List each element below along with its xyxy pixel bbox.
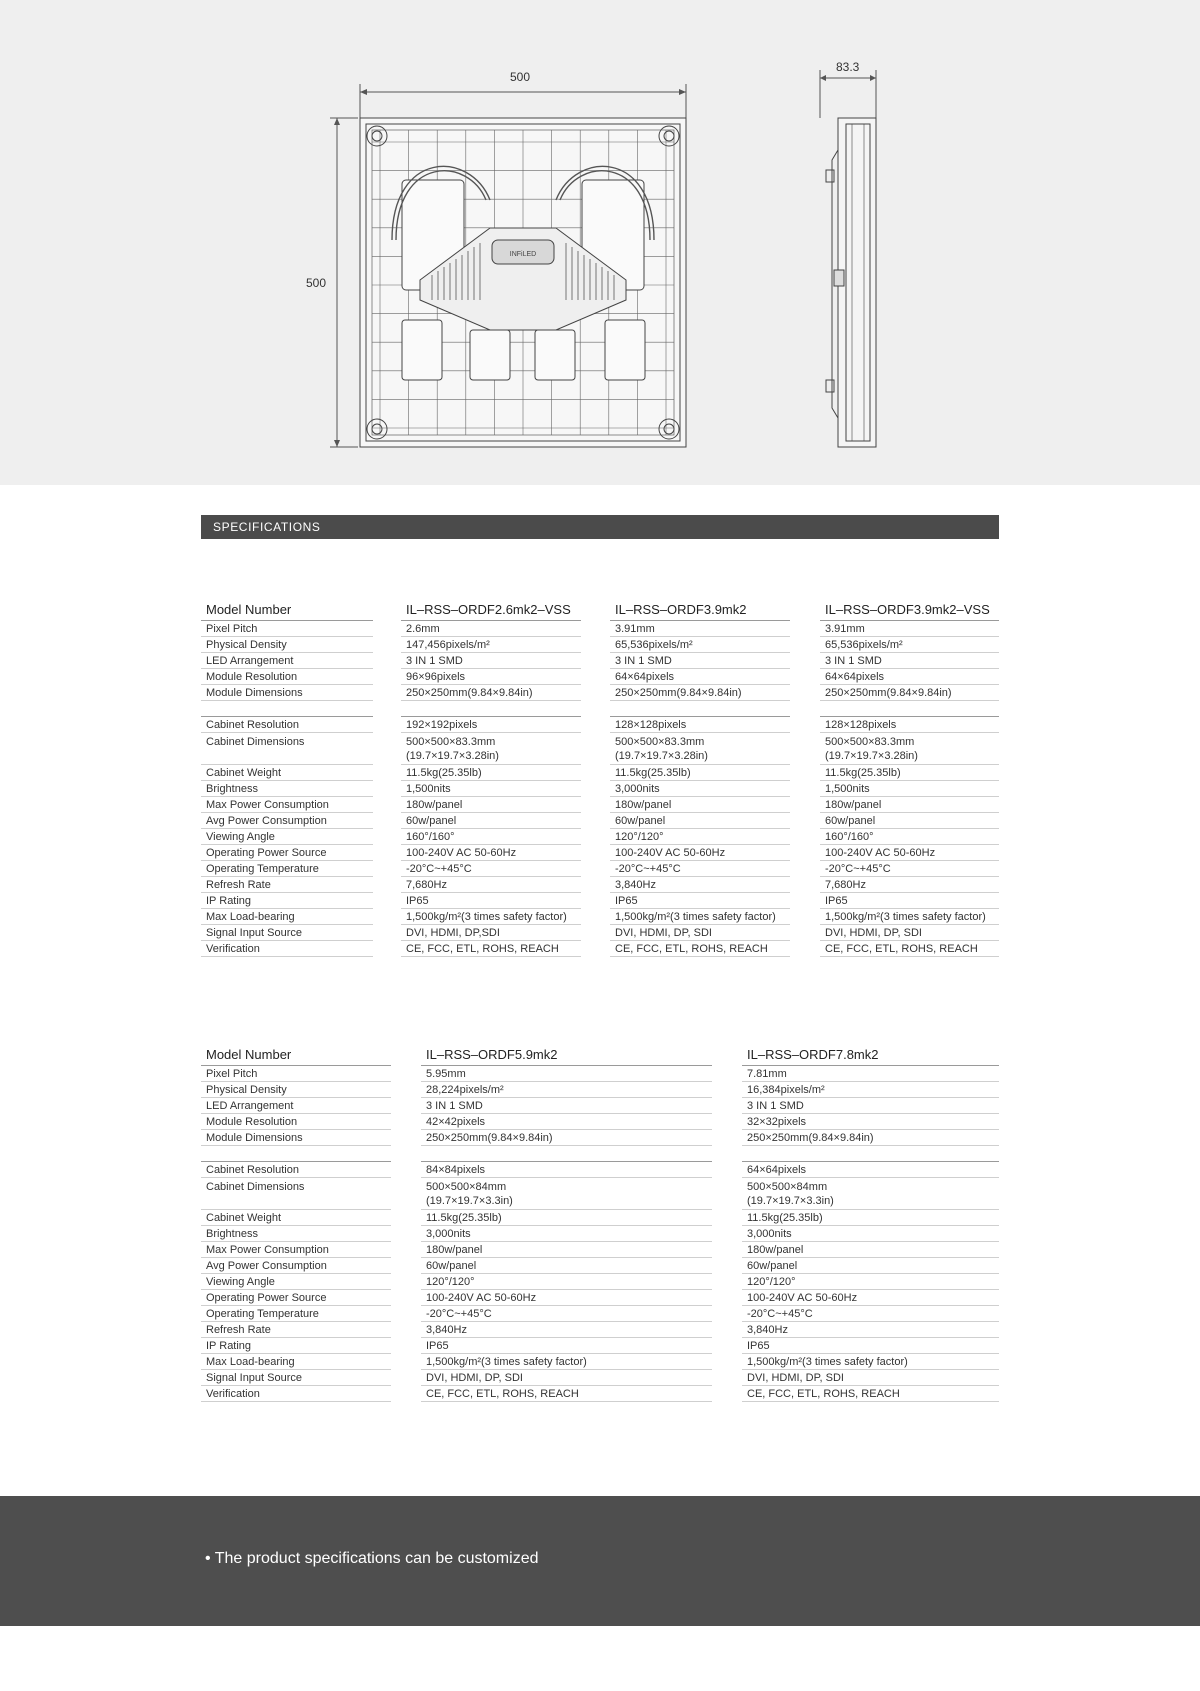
- width-dimension-label: 500: [510, 70, 531, 84]
- spec-value: 1,500kg/m²(3 times safety factor): [401, 909, 581, 925]
- row-label: Module Dimensions: [201, 1130, 391, 1146]
- row-label: IP Rating: [201, 1338, 391, 1354]
- spec-value: 500×500×83.3mm (19.7×19.7×3.28in): [820, 733, 999, 765]
- model-column: [421, 1044, 712, 1402]
- spec-value: 180w/panel: [421, 1242, 712, 1258]
- spec-value: 16,384pixels/m²: [742, 1082, 999, 1098]
- row-label: Module Resolution: [201, 1114, 391, 1130]
- row-label: Pixel Pitch: [201, 621, 373, 637]
- spec-value: DVI, HDMI, DP, SDI: [820, 925, 999, 941]
- row-label: Operating Power Source: [201, 1290, 391, 1306]
- spec-value: 3,840Hz: [421, 1322, 712, 1338]
- row-label: Cabinet Resolution: [201, 1162, 391, 1178]
- row-label: Physical Density: [201, 1082, 391, 1098]
- spec-value: 250×250mm(9.84×9.84in): [820, 685, 999, 701]
- spec-value: 5.95mm: [421, 1066, 712, 1082]
- row-label: Verification: [201, 1386, 391, 1402]
- spec-value: 120°/120°: [742, 1274, 999, 1290]
- depth-dimension-label: 83.3: [836, 60, 860, 74]
- row-label: Signal Input Source: [201, 1370, 391, 1386]
- row-label-column: [201, 1044, 391, 1402]
- spec-value: DVI, HDMI, DP,SDI: [401, 925, 581, 941]
- spec-value: DVI, HDMI, DP, SDI: [610, 925, 790, 941]
- spec-value: 3.91mm: [610, 621, 790, 637]
- spec-value: 3 IN 1 SMD: [421, 1098, 712, 1114]
- technical-drawing-area: [0, 0, 1200, 485]
- spec-value: IP65: [610, 893, 790, 909]
- row-label: Module Resolution: [201, 669, 373, 685]
- spec-value: 250×250mm(9.84×9.84in): [401, 685, 581, 701]
- spec-value: 3.91mm: [820, 621, 999, 637]
- spec-value: 32×32pixels: [742, 1114, 999, 1130]
- spec-value: 84×84pixels: [421, 1162, 712, 1178]
- spec-value: 2.6mm: [401, 621, 581, 637]
- model-column: [820, 599, 999, 957]
- spec-value: 60w/panel: [610, 813, 790, 829]
- row-label: Cabinet Weight: [201, 765, 373, 781]
- spec-value: [610, 701, 790, 717]
- row-label: Refresh Rate: [201, 877, 373, 893]
- spec-value: 64×64pixels: [820, 669, 999, 685]
- spec-value: 1,500kg/m²(3 times safety factor): [742, 1354, 999, 1370]
- spec-table-1: [201, 599, 999, 957]
- spec-value: 64×64pixels: [742, 1162, 999, 1178]
- spec-value: 28,224pixels/m²: [421, 1082, 712, 1098]
- spec-value: 3 IN 1 SMD: [820, 653, 999, 669]
- spec-value: 180w/panel: [820, 797, 999, 813]
- spec-value: DVI, HDMI, DP, SDI: [742, 1370, 999, 1386]
- spec-value: CE, FCC, ETL, ROHS, REACH: [421, 1386, 712, 1402]
- spec-value: 3 IN 1 SMD: [610, 653, 790, 669]
- spec-value: 3,840Hz: [742, 1322, 999, 1338]
- spec-value: 3,000nits: [421, 1226, 712, 1242]
- row-label: Operating Temperature: [201, 861, 373, 877]
- spec-value: -20°C~+45°C: [610, 861, 790, 877]
- spec-value: 11.5kg(25.35lb): [401, 765, 581, 781]
- model-name: IL–RSS–ORDF3.9mk2–VSS: [820, 599, 999, 621]
- row-label: Avg Power Consumption: [201, 813, 373, 829]
- row-label: IP Rating: [201, 893, 373, 909]
- spec-value: 100-240V AC 50-60Hz: [820, 845, 999, 861]
- row-label: Max Power Consumption: [201, 797, 373, 813]
- spec-value: 65,536pixels/m²: [610, 637, 790, 653]
- logo-text: INFiLED: [509, 251, 537, 258]
- spec-value: CE, FCC, ETL, ROHS, REACH: [742, 1386, 999, 1402]
- spec-value: 500×500×83.3mm (19.7×19.7×3.28in): [610, 733, 790, 765]
- spec-value: 192×192pixels: [401, 717, 581, 733]
- spec-value: DVI, HDMI, DP, SDI: [421, 1370, 712, 1386]
- row-label: LED Arrangement: [201, 1098, 391, 1114]
- spec-value: 60w/panel: [742, 1258, 999, 1274]
- spec-value: 128×128pixels: [610, 717, 790, 733]
- spec-value: 3,000nits: [742, 1226, 999, 1242]
- spec-value: 11.5kg(25.35lb): [421, 1210, 712, 1226]
- spec-value: 120°/120°: [610, 829, 790, 845]
- spec-value: 250×250mm(9.84×9.84in): [421, 1130, 712, 1146]
- row-label: Signal Input Source: [201, 925, 373, 941]
- spec-value: 3 IN 1 SMD: [742, 1098, 999, 1114]
- spec-value: 160°/160°: [401, 829, 581, 845]
- spec-value: 128×128pixels: [820, 717, 999, 733]
- row-label: Module Dimensions: [201, 685, 373, 701]
- spec-value: [820, 701, 999, 717]
- row-label: Cabinet Dimensions: [201, 733, 373, 765]
- row-label: Verification: [201, 941, 373, 957]
- spec-value: [421, 1146, 712, 1162]
- model-name: IL–RSS–ORDF2.6mk2–VSS: [401, 599, 581, 621]
- row-label: Max Power Consumption: [201, 1242, 391, 1258]
- spec-value: [742, 1146, 999, 1162]
- row-label: Max Load-bearing: [201, 909, 373, 925]
- spec-value: IP65: [421, 1338, 712, 1354]
- row-label: LED Arrangement: [201, 653, 373, 669]
- row-label: Pixel Pitch: [201, 1066, 391, 1082]
- height-dimension-label: 500: [306, 276, 327, 290]
- model-column: [401, 599, 581, 957]
- spec-value: 65,536pixels/m²: [820, 637, 999, 653]
- spec-value: 60w/panel: [401, 813, 581, 829]
- spec-value: IP65: [401, 893, 581, 909]
- row-label: Physical Density: [201, 637, 373, 653]
- spec-value: 100-240V AC 50-60Hz: [610, 845, 790, 861]
- spec-value: 1,500nits: [820, 781, 999, 797]
- model-column: [610, 599, 790, 957]
- spec-value: 147,456pixels/m²: [401, 637, 581, 653]
- spec-value: 120°/120°: [421, 1274, 712, 1290]
- spec-value: 11.5kg(25.35lb): [610, 765, 790, 781]
- spec-value: 42×42pixels: [421, 1114, 712, 1130]
- row-label: [201, 1146, 391, 1162]
- spec-value: 1,500nits: [401, 781, 581, 797]
- spec-value: 250×250mm(9.84×9.84in): [742, 1130, 999, 1146]
- spec-value: 7,680Hz: [401, 877, 581, 893]
- spec-value: 7.81mm: [742, 1066, 999, 1082]
- spec-value: 60w/panel: [820, 813, 999, 829]
- row-label: Viewing Angle: [201, 829, 373, 845]
- spec-value: 250×250mm(9.84×9.84in): [610, 685, 790, 701]
- spec-value: 1,500kg/m²(3 times safety factor): [820, 909, 999, 925]
- spec-value: 11.5kg(25.35lb): [742, 1210, 999, 1226]
- model-name: IL–RSS–ORDF5.9mk2: [421, 1044, 712, 1066]
- side-view: [826, 118, 876, 447]
- model-name: IL–RSS–ORDF7.8mk2: [742, 1044, 999, 1066]
- row-label: Cabinet Weight: [201, 1210, 391, 1226]
- spec-value: 500×500×83.3mm (19.7×19.7×3.28in): [401, 733, 581, 765]
- spec-value: [401, 701, 581, 717]
- spec-value: 60w/panel: [421, 1258, 712, 1274]
- spec-value: 96×96pixels: [401, 669, 581, 685]
- row-label: [201, 701, 373, 717]
- spec-value: IP65: [742, 1338, 999, 1354]
- spec-value: 100-240V AC 50-60Hz: [742, 1290, 999, 1306]
- spec-value: -20°C~+45°C: [742, 1306, 999, 1322]
- spec-value: 3,000nits: [610, 781, 790, 797]
- spec-value: IP65: [820, 893, 999, 909]
- spec-value: 160°/160°: [820, 829, 999, 845]
- spec-value: 1,500kg/m²(3 times safety factor): [610, 909, 790, 925]
- spec-value: 1,500kg/m²(3 times safety factor): [421, 1354, 712, 1370]
- spec-table-2: [201, 1044, 999, 1402]
- row-label: Refresh Rate: [201, 1322, 391, 1338]
- row-label: Cabinet Resolution: [201, 717, 373, 733]
- spec-value: 500×500×84mm (19.7×19.7×3.3in): [421, 1178, 712, 1210]
- spec-value: 180w/panel: [401, 797, 581, 813]
- spec-value: 100-240V AC 50-60Hz: [421, 1290, 712, 1306]
- customization-note: • The product specifications can be customized: [205, 1550, 539, 1567]
- spec-value: 11.5kg(25.35lb): [820, 765, 999, 781]
- spec-value: 3 IN 1 SMD: [401, 653, 581, 669]
- model-name: IL–RSS–ORDF3.9mk2: [610, 599, 790, 621]
- spec-value: 7,680Hz: [820, 877, 999, 893]
- row-label: Brightness: [201, 1226, 391, 1242]
- spec-value: -20°C~+45°C: [820, 861, 999, 877]
- row-label: Operating Power Source: [201, 845, 373, 861]
- model-number-header: Model Number: [201, 1044, 391, 1066]
- spec-value: 180w/panel: [610, 797, 790, 813]
- row-label: Avg Power Consumption: [201, 1258, 391, 1274]
- specifications-header: SPECIFICATIONS: [201, 515, 999, 539]
- cabinet-drawing: [0, 0, 1200, 485]
- row-label: Brightness: [201, 781, 373, 797]
- footer-banner: [0, 1496, 1200, 1626]
- model-number-header: Model Number: [201, 599, 373, 621]
- row-label-column: [201, 599, 373, 957]
- spec-value: 100-240V AC 50-60Hz: [401, 845, 581, 861]
- row-label: Cabinet Dimensions: [201, 1178, 391, 1210]
- spec-value: CE, FCC, ETL, ROHS, REACH: [401, 941, 581, 957]
- spec-value: 3,840Hz: [610, 877, 790, 893]
- row-label: Max Load-bearing: [201, 1354, 391, 1370]
- spec-value: -20°C~+45°C: [421, 1306, 712, 1322]
- row-label: Viewing Angle: [201, 1274, 391, 1290]
- spec-value: -20°C~+45°C: [401, 861, 581, 877]
- spec-value: CE, FCC, ETL, ROHS, REACH: [820, 941, 999, 957]
- spec-value: 500×500×84mm (19.7×19.7×3.3in): [742, 1178, 999, 1210]
- row-label: Operating Temperature: [201, 1306, 391, 1322]
- spec-value: CE, FCC, ETL, ROHS, REACH: [610, 941, 790, 957]
- model-column: [742, 1044, 999, 1402]
- spec-value: 180w/panel: [742, 1242, 999, 1258]
- spec-value: 64×64pixels: [610, 669, 790, 685]
